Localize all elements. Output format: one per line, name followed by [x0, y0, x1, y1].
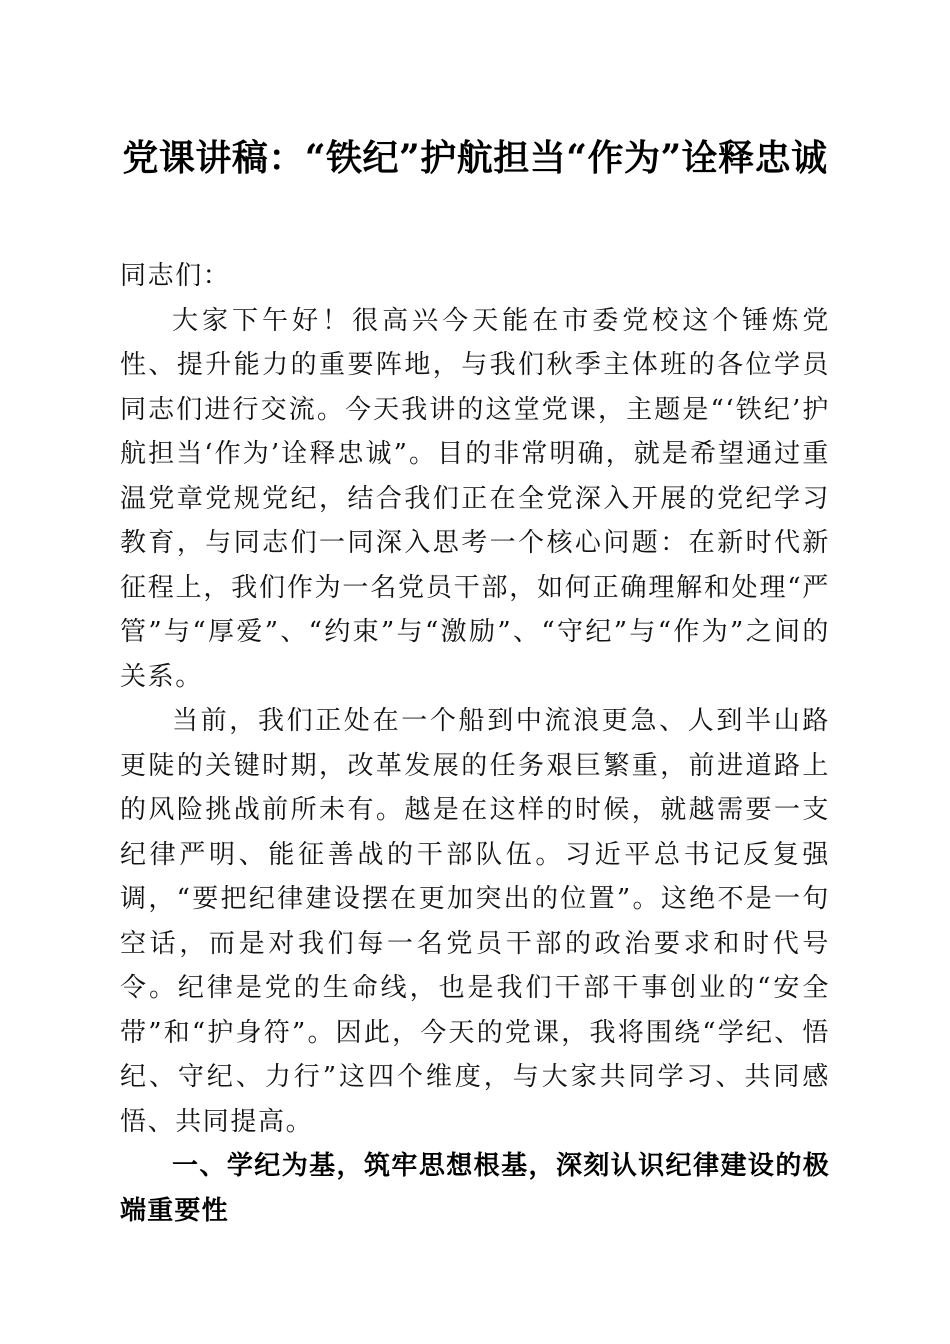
salutation: 同志们：	[120, 261, 231, 291]
paragraph-intro: 大家下午好！很高兴今天能在市委党校这个锤炼党性、提升能力的重要阵地，与我们秋季主体班的各位学员同志们进行交流。今天我讲的这堂党课，主题是“‘铁纪’护航担当‘作为’诠释忠诚”。目的非常明确，就是希望通过重温党章党规党纪，结合我们正在全党深入开展的党纪学习教育，与同志们一同深入思考一个核心问题：在新时代新征程上，我们作为一名党员干部，如何正确理解和处理“严管”与“厚爱”、“约束”与“激励”、“守纪”与“作为”之间的关系。	[120, 305, 830, 692]
paragraph-context: 当前，我们正处在一个船到中流浪更急、人到半山路更陡的关键时期，改革发展的任务艰巨繁重，前进道路上的风险挑战前所未有。越是在这样的时候，就越需要一支纪律严明、能征善战的干部队伍。习近平总书记反复强调，“要把纪律建设摆在更加突出的位置”。这绝不是一句空话，而是对我们每一名党员干部的政治要求和时代号令。纪律是党的生命线，也是我们干部干事创业的“安全带”和“护身符”。因此，今天的党课，我将围绕“学纪、悟纪、守纪、力行”这四个维度，与大家共同学习、共同感悟、共同提高。	[120, 706, 830, 1137]
section-heading-1: 一、学纪为基，筑牢思想根基，深刻认识纪律建设的极端重要性	[120, 1151, 830, 1226]
document-body	[120, 254, 830, 1233]
document-title: 党课讲稿：“铁纪”护航担当“作为”诠释忠诚	[122, 137, 828, 179]
